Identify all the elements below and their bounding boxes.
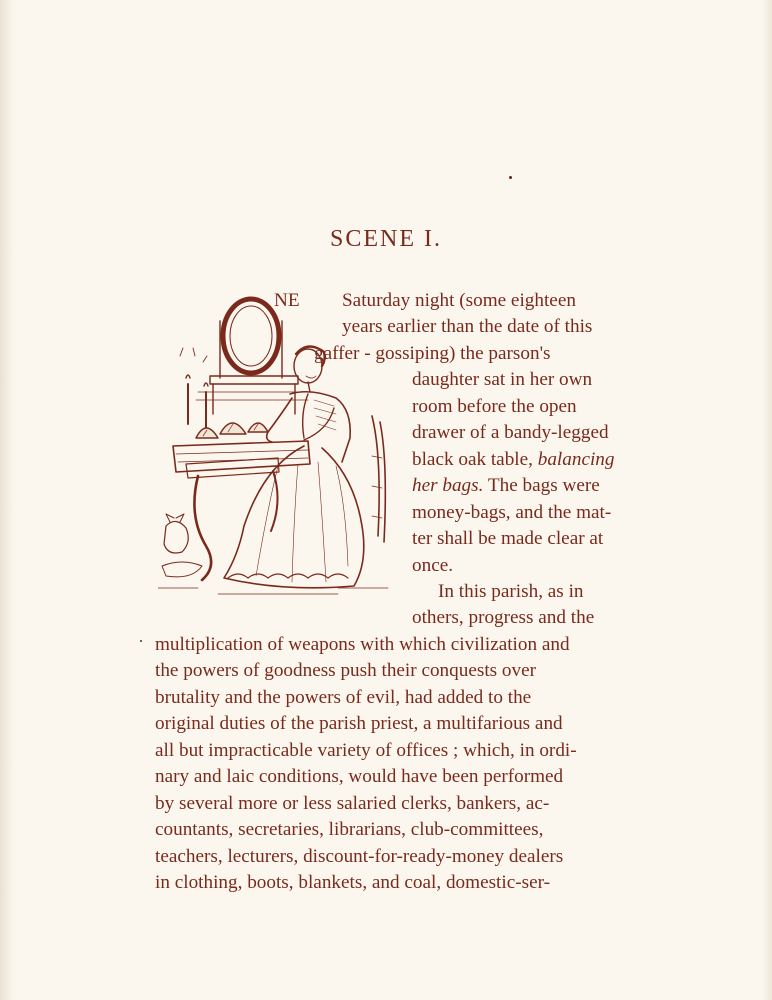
page-left-edge xyxy=(0,0,14,1000)
text-line-content: Saturday night (some eighteen xyxy=(342,290,576,311)
text-line: by several more or less salaried clerks, bankers, ac- xyxy=(155,793,550,814)
text-line: once. xyxy=(412,555,454,576)
text-line: teachers, lecturers, discount-for-ready-money dealers xyxy=(155,846,564,867)
text-line: money-bags, and the mat- xyxy=(412,502,612,523)
text-line: in clothing, boots, blankets, and coal, domestic-ser- xyxy=(155,872,551,893)
scene-heading: SCENE I. xyxy=(330,226,442,252)
text-line: ter shall be made clear at xyxy=(412,528,604,549)
text-line: room before the open xyxy=(412,396,577,417)
text-line xyxy=(342,289,659,313)
italic-phrase: her bags. xyxy=(412,475,484,496)
text-line: the powers of goodness push their conquests over xyxy=(155,660,537,681)
text-line: countants, secretaries, librarians, club-committees, xyxy=(155,819,544,840)
paragraph-start: In this parish, as in xyxy=(438,581,584,602)
text-line: years earlier than the date of this xyxy=(342,316,593,337)
text-line xyxy=(412,474,600,498)
text-line: others, progress and the xyxy=(412,607,595,628)
ink-speck xyxy=(509,176,512,179)
page-right-edge xyxy=(762,0,772,1000)
text-line: original duties of the parish priest, a multifarious and xyxy=(155,713,563,734)
text-line: gaffer - gossiping) the parson's xyxy=(314,343,551,364)
text-line xyxy=(412,448,614,472)
italic-phrase: balancing xyxy=(537,449,615,470)
text-line: daughter sat in her own xyxy=(412,369,593,390)
text-line: brutality and the powers of evil, had added to the xyxy=(155,687,532,708)
text-line: multiplication of weapons with which civilization and xyxy=(155,634,570,655)
text-line-part: black oak table, xyxy=(412,449,533,470)
text-line: nary and laic conditions, would have been performed xyxy=(155,766,564,787)
text-line: all but impracticable variety of offices ; which, in ordi- xyxy=(155,740,577,761)
text-line-part: The bags were xyxy=(487,475,600,496)
ink-speck xyxy=(140,640,142,642)
text-line: drawer of a bandy-legged xyxy=(412,422,609,443)
drop-cap-text: NE xyxy=(274,290,300,311)
